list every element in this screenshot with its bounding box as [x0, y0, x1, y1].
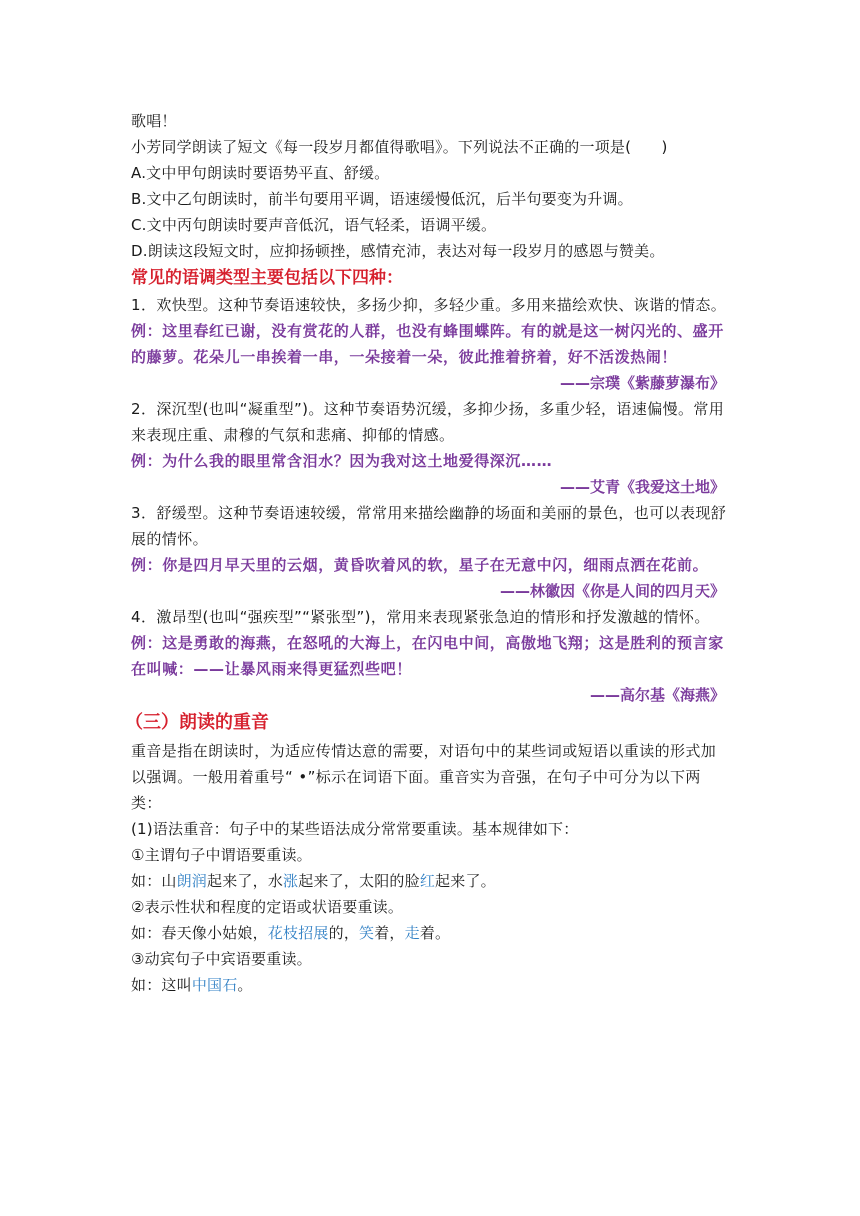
example-2 — [131, 920, 731, 946]
rule-3: ③动宾句子中宾语要重读。 — [131, 950, 312, 968]
tone-types-heading: 常见的语调类型主要包括以下四种： — [131, 268, 403, 288]
example-1-prefix: 如：山 — [131, 872, 177, 890]
tone-type-3-description: 3．舒缓型。这种节奏语速较缓，常常用来描绘幽静的场面和美丽的景色，也可以表现舒展的情怀。 — [131, 504, 727, 548]
example-text: 的， — [328, 924, 360, 942]
intro-line: 歌唱！ — [131, 112, 177, 130]
example-text: 着， — [374, 924, 405, 942]
rule-1: ①主谓句子中谓语要重读。 — [131, 846, 312, 864]
stressed-word: 笑 — [359, 924, 375, 942]
example-2-prefix: 如：春天像小姑娘， — [131, 924, 268, 942]
stressed-word: 中国石 — [191, 976, 238, 994]
stressed-word: 涨 — [283, 872, 299, 890]
tone-type-3-example: 例：你是四月早天里的云烟，黄昏吹着风的软，星子在无意中闪，细雨点洒在花前。 — [131, 556, 709, 574]
tone-type-2-example: 例：为什么我的眼里常含泪水？因为我对这土地爱得深沉…… — [131, 452, 553, 470]
tone-type-1-example: 例：这里春红已谢，没有赏花的人群，也没有蜂围蝶阵。有的就是这一树闪光的、盛开的藤萝。花朵儿一串挨着一串，一朵接着一朵，彼此推着挤着，好不活泼热闹！ — [131, 322, 724, 366]
question-text: 小芳同学朗读了短文《每一段岁月都值得歌唱》。下列说法不正确的一项是( ) — [131, 138, 668, 156]
example-1 — [131, 868, 731, 894]
stressed-word: 走 — [404, 924, 420, 942]
example-text: 。 — [237, 976, 253, 994]
stress-intro: 重音是指在朗读时，为适应传情达意的需要，对语句中的某些词或短语以重读的形式加以强调。一般用着重号“ •”标示在词语下面。重音实为音强，在句子中可分为以下两类： — [131, 742, 717, 812]
stressed-word: 花枝招展 — [267, 924, 329, 942]
tone-type-2-description: 2．深沉型(也叫“凝重型”)。这种节奏语势沉缓，多抑少扬，多重少轻，语速偏慢。常用来表现庄重、肃穆的气氛和悲痛、抑郁的情感。 — [131, 400, 725, 444]
document-content — [125, 108, 731, 998]
grammar-stress-heading: (1)语法重音：句子中的某些语法成分常常要重读。基本规律如下： — [131, 820, 579, 838]
stressed-word: 朗润 — [176, 872, 208, 890]
stress-section-title: （三）朗读的重音 — [125, 712, 269, 733]
tone-type-3-source: ——林徽因《你是人间的四月天》 — [499, 582, 725, 600]
tone-type-1-source: ——宗璞《紫藤萝瀑布》 — [559, 374, 725, 392]
example-text: 起来了，水 — [207, 872, 284, 890]
rule-2: ②表示性状和程度的定语或状语要重读。 — [131, 898, 404, 916]
example-text: 起来了。 — [435, 872, 496, 890]
option-a: A.文中甲句朗读时要语势平直、舒缓。 — [131, 164, 390, 182]
tone-type-4-example: 例：这是勇敢的海燕，在怒吼的大海上，在闪电中间，高傲地飞翔；这是胜利的预言家在叫喊：——让暴风雨来得更猛烈些吧！ — [131, 634, 724, 678]
example-3-prefix: 如：这叫 — [131, 976, 192, 994]
example-text: 起来了，太阳的脸 — [298, 872, 420, 890]
option-c: C.文中丙句朗读时要声音低沉，语气轻柔，语调平缓。 — [131, 216, 497, 234]
tone-type-4-source: ——高尔基《海燕》 — [589, 686, 725, 704]
example-3 — [131, 972, 731, 998]
option-d: D.朗读这段短文时，应抑扬顿挫，感情充沛，表达对每一段岁月的感恩与赞美。 — [131, 242, 665, 260]
tone-type-2-source: ——艾青《我爱这土地》 — [559, 478, 725, 496]
tone-type-4-description: 4．激昂型(也叫“强疾型”“紧张型”)，常用来表现紧张急迫的情形和抒发激越的情怀。 — [131, 608, 710, 626]
tone-type-1-description: 1．欢快型。这种节奏语速较快，多扬少抑，多轻少重。多用来描绘欢快、诙谐的情态。 — [131, 296, 727, 314]
example-text: 着。 — [419, 924, 451, 942]
option-b: B.文中乙句朗读时，前半句要用平调，语速缓慢低沉，后半句要变为升调。 — [131, 190, 633, 208]
stressed-word: 红 — [419, 872, 436, 890]
